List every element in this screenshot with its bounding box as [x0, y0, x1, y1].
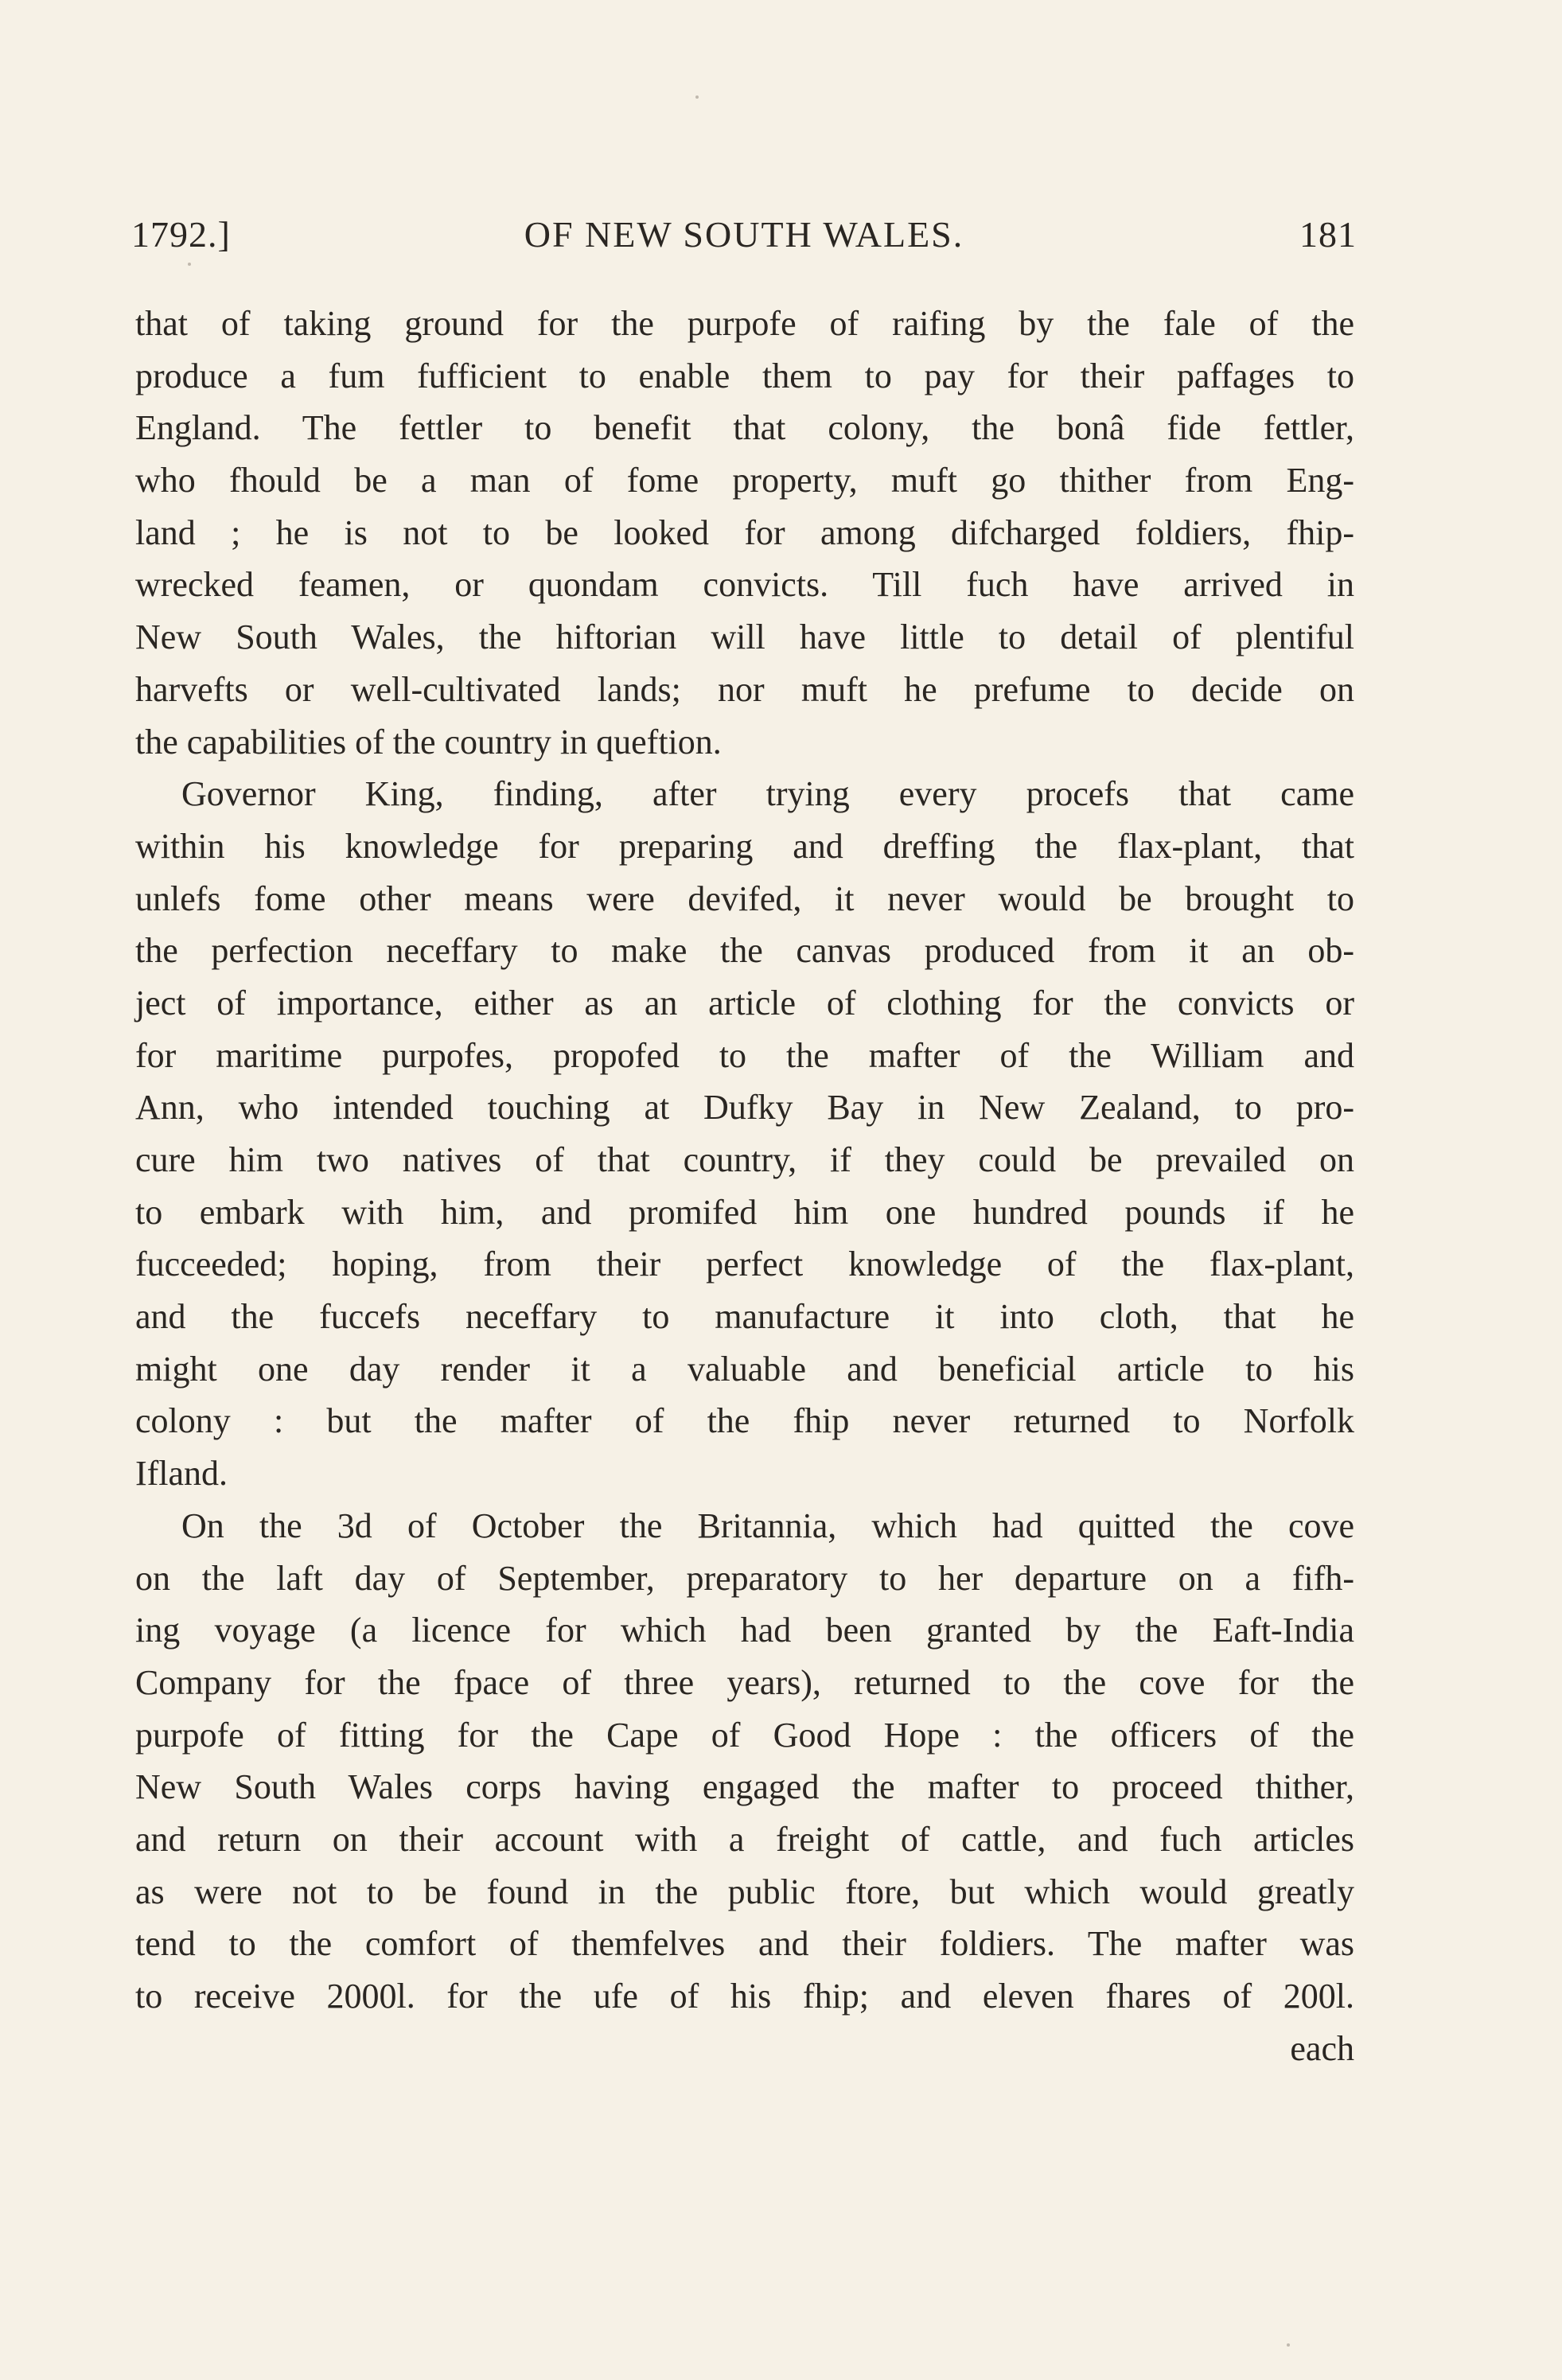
- text-line: harvefts or well-cultivated lands; nor muft he prefume to decide on: [135, 669, 1354, 709]
- paper-speck: [1287, 2343, 1290, 2347]
- text-line: cure him two natives of that country, if they could be prevailed on: [135, 1140, 1354, 1179]
- paper-speck: [188, 263, 191, 266]
- text-line: as were not to be found in the public ftore, but which would greatly: [135, 1872, 1354, 1911]
- text-line: for maritime purpofes, propofed to the mafter of the William and: [135, 1035, 1354, 1075]
- text-line: ing voyage (a licence for which had been granted by the Eaft-India: [135, 1611, 1354, 1650]
- text-line: colony : but the mafter of the fhip never returned to Norfolk: [135, 1401, 1354, 1441]
- text-line: fucceeded; hoping, from their perfect knowledge of the flax-plant,: [135, 1245, 1354, 1284]
- text-line: purpofe of fitting for the Cape of Good Hope : the officers of the: [135, 1715, 1354, 1755]
- text-line: ject of importance, either as an article of clothing for the convicts or: [135, 983, 1354, 1023]
- text-line: wrecked feamen, or quondam convicts. Till fuch have arrived in: [135, 565, 1354, 605]
- text-line: might one day render it a valuable and beneficial article to his: [135, 1349, 1354, 1389]
- text-line: New South Wales, the hiftorian will have little to detail of plentiful: [135, 617, 1354, 657]
- text-line: who fhould be a man of fome property, muft go thither from Eng-: [135, 461, 1354, 501]
- text-line: Ann, who intended touching at Dufky Bay in New Zealand, to pro-: [135, 1088, 1354, 1128]
- text-line: tend to the comfort of themfelves and their foldiers. The mafter was: [135, 1924, 1354, 1964]
- text-line: produce a fum fufficient to enable them to pay for their paffages to: [135, 356, 1354, 395]
- text-line: that of taking ground for the purpofe of raifing by the fale of the: [135, 304, 1354, 343]
- paper-speck: [695, 95, 699, 99]
- text-line: the capabilities of the country in queftion.: [135, 722, 722, 762]
- text-line: to embark with him, and promifed him one hundred pounds if he: [135, 1192, 1354, 1232]
- text-line: New South Wales corps having engaged the mafter to proceed thither,: [135, 1767, 1354, 1807]
- text-line: the perfection neceffary to make the canvas produced from it an ob-: [135, 931, 1354, 971]
- text-line: and the fuccefs neceffary to manufacture it into cloth, that he: [135, 1297, 1354, 1337]
- paragraph-start-line: Governor King, finding, after trying every procefs that came: [181, 774, 1354, 814]
- running-head: [131, 213, 1357, 269]
- text-line: Company for the fpace of three years), returned to the cove for the: [135, 1662, 1354, 1702]
- text-line: on the laft day of September, preparatory to her departure on a fifh-: [135, 1558, 1354, 1598]
- text-line: Ifland.: [135, 1454, 228, 1494]
- running-head-title: OF NEW SOUTH WALES.: [524, 214, 964, 255]
- running-head-year: 1792.]: [131, 214, 231, 255]
- body-text: [135, 298, 1354, 2074]
- text-line: unlefs fome other means were devifed, it never would be brought to: [135, 878, 1354, 918]
- text-line: within his knowledge for preparing and dreffing the flax-plant, that: [135, 826, 1354, 866]
- catchword: each: [1290, 2028, 1354, 2068]
- text-line: England. The fettler to benefit that colony, the bonâ fide fettler,: [135, 408, 1354, 448]
- text-line: and return on their account with a freight of cattle, and fuch articles: [135, 1819, 1354, 1859]
- paragraph-start-line: On the 3d of October the Britannia, which had quitted the cove: [181, 1506, 1354, 1545]
- page-number: 181: [1299, 214, 1357, 255]
- text-line: land ; he is not to be looked for among difcharged foldiers, fhip-: [135, 512, 1354, 552]
- text-line: to receive 2000l. for the ufe of his fhip; and eleven fhares of 200l.: [135, 1977, 1354, 2016]
